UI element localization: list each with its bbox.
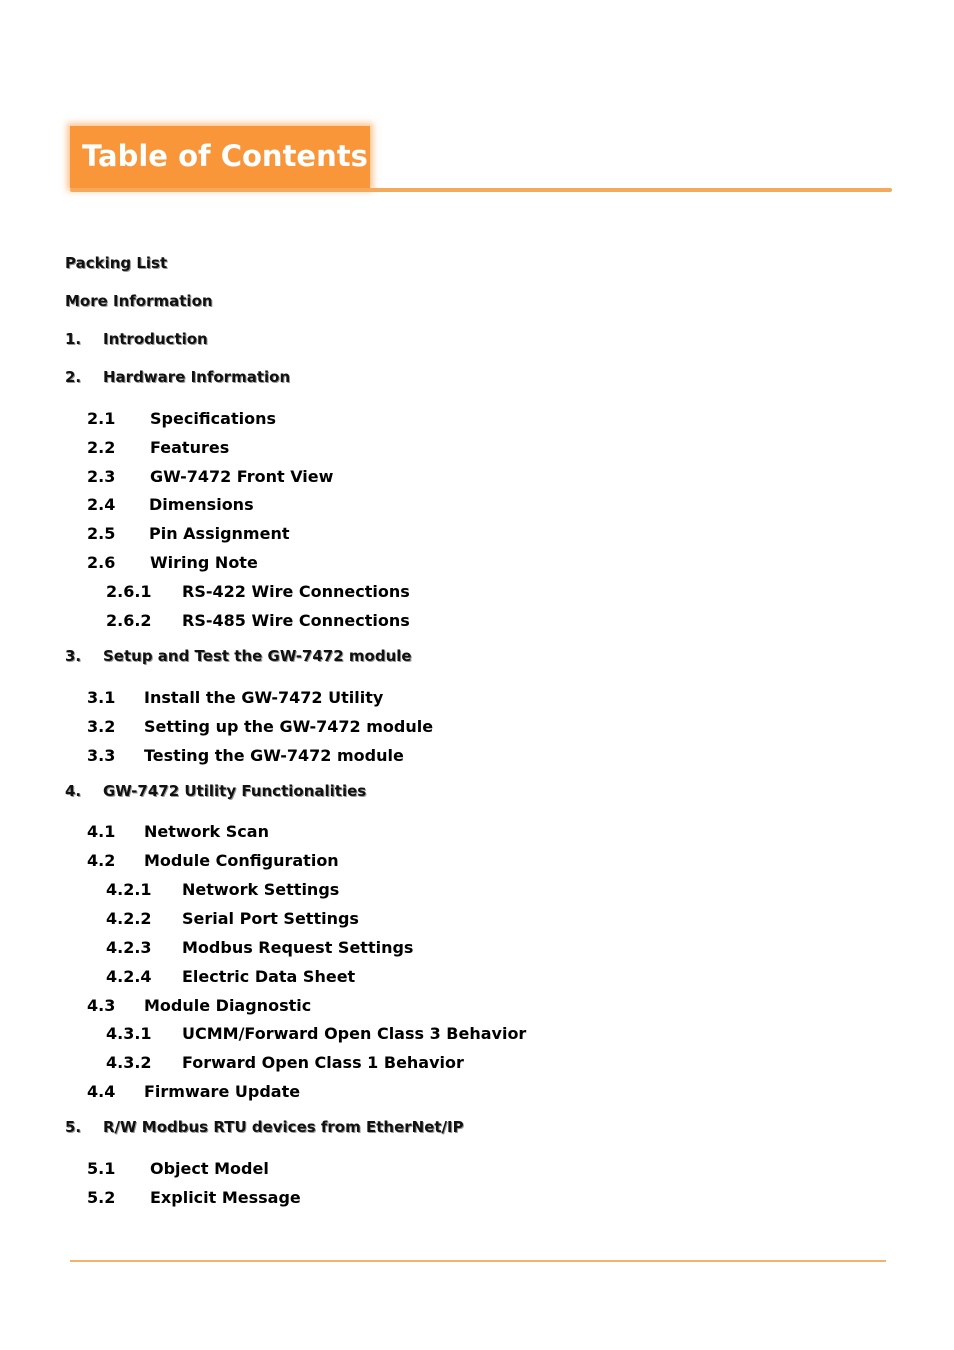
toc-entry-number: 2.2 bbox=[87, 438, 116, 457]
toc-entry-number: 4.2.2 bbox=[106, 909, 152, 928]
toc-entry-wiring-note[interactable] bbox=[87, 555, 258, 571]
toc-entry-object-model[interactable] bbox=[87, 1161, 269, 1177]
toc-entry-front-view[interactable] bbox=[87, 469, 333, 485]
toc-entry-text: Wiring Note bbox=[150, 553, 258, 572]
toc-entry-explicit-message[interactable] bbox=[87, 1190, 301, 1206]
toc-entry-number: 4.2.4 bbox=[106, 967, 152, 986]
toc-entry-number: 5.1 bbox=[87, 1159, 116, 1178]
toc-entry-text: Serial Port Settings bbox=[182, 909, 359, 928]
toc-entry-text: Install the GW-7472 Utility bbox=[144, 688, 384, 707]
toc-entry-number: 2. bbox=[65, 368, 82, 386]
toc-entry-number: 4.2.1 bbox=[106, 880, 152, 899]
toc-entry-text: Network Settings bbox=[182, 880, 340, 899]
toc-entry-rw-modbus-rtu[interactable] bbox=[65, 1120, 464, 1135]
toc-entry-number: 1. bbox=[65, 330, 82, 348]
toc-entry-dimensions[interactable] bbox=[87, 497, 254, 513]
toc-entry-module-diagnostic[interactable] bbox=[87, 998, 311, 1014]
toc-entry-number: 5.2 bbox=[87, 1188, 116, 1207]
toc-entry-features[interactable] bbox=[87, 440, 229, 456]
toc-entry-text: Module Diagnostic bbox=[144, 996, 312, 1015]
toc-entry-pin-assignment[interactable] bbox=[87, 526, 290, 542]
toc-entry-number: 4. bbox=[65, 782, 82, 800]
toc-entry-number: 2.6 bbox=[87, 553, 116, 572]
toc-entry-modbus-request-settings[interactable] bbox=[106, 940, 413, 956]
toc-entry-introduction[interactable] bbox=[65, 332, 208, 347]
toc-header-banner bbox=[70, 126, 370, 188]
toc-entry-text: GW-7472 Front View bbox=[150, 467, 334, 486]
toc-entry-number: 4.1 bbox=[87, 822, 116, 841]
toc-entry-number: 5. bbox=[65, 1118, 82, 1136]
toc-entry-number: 2.6.2 bbox=[106, 611, 152, 630]
toc-entry-number: 3.3 bbox=[87, 746, 116, 765]
toc-entry-text: Firmware Update bbox=[144, 1082, 301, 1101]
toc-entry-text: Setup and Test the GW-7472 module bbox=[103, 647, 412, 665]
toc-entry-ucmm-class3[interactable] bbox=[106, 1026, 526, 1042]
toc-entry-setting-up-module[interactable] bbox=[87, 719, 433, 735]
toc-entry-text: Features bbox=[150, 438, 230, 457]
toc-entry-number: 4.3 bbox=[87, 996, 116, 1015]
toc-entry-text: Testing the GW-7472 module bbox=[144, 746, 404, 765]
toc-entry-testing-module[interactable] bbox=[87, 748, 404, 764]
toc-entry-number: 2.6.1 bbox=[106, 582, 152, 601]
toc-entry-text: RS-485 Wire Connections bbox=[182, 611, 410, 630]
toc-entry-text: GW-7472 Utility Functionalities bbox=[103, 782, 367, 800]
toc-entry-text: Hardware Information bbox=[103, 368, 291, 386]
toc-entry-number: 2.4 bbox=[87, 495, 116, 514]
toc-entry-more-information[interactable] bbox=[65, 294, 213, 309]
toc-entry-network-scan[interactable] bbox=[87, 824, 269, 840]
toc-entry-text: Introduction bbox=[103, 330, 208, 348]
toc-entry-number: 3.1 bbox=[87, 688, 116, 707]
toc-entry-utility-functionalities[interactable] bbox=[65, 784, 366, 799]
toc-entry-setup-and-test[interactable] bbox=[65, 649, 412, 664]
toc-entry-text: Object Model bbox=[150, 1159, 269, 1178]
toc-entry-text: Explicit Message bbox=[150, 1188, 301, 1207]
toc-entry-text: Packing List bbox=[65, 254, 168, 272]
toc-entry-text: R/W Modbus RTU devices from EtherNet/IP bbox=[103, 1118, 464, 1136]
toc-entry-rs485[interactable] bbox=[106, 613, 410, 629]
toc-entry-number: 4.4 bbox=[87, 1082, 116, 1101]
toc-entry-number: 4.2.3 bbox=[106, 938, 152, 957]
toc-entry-text: Forward Open Class 1 Behavior bbox=[182, 1053, 464, 1072]
toc-entry-network-settings[interactable] bbox=[106, 882, 339, 898]
toc-entry-text: Pin Assignment bbox=[149, 524, 290, 543]
toc-entry-firmware-update[interactable] bbox=[87, 1084, 300, 1100]
toc-entry-specifications[interactable] bbox=[87, 411, 276, 427]
toc-entry-text: Network Scan bbox=[144, 822, 269, 841]
header-rule bbox=[70, 188, 892, 192]
toc-entry-number: 3. bbox=[65, 647, 82, 665]
toc-entry-text: Setting up the GW-7472 module bbox=[144, 717, 434, 736]
toc-entry-text: Module Configuration bbox=[144, 851, 339, 870]
footer-rule bbox=[70, 1260, 886, 1262]
toc-entry-number: 4.3.2 bbox=[106, 1053, 152, 1072]
toc-entry-packing-list[interactable] bbox=[65, 256, 167, 271]
toc-entry-number: 2.1 bbox=[87, 409, 116, 428]
toc-entry-text: Specifications bbox=[150, 409, 276, 428]
toc-entry-text: Electric Data Sheet bbox=[182, 967, 356, 986]
toc-entry-text: RS-422 Wire Connections bbox=[182, 582, 410, 601]
toc-entry-install-utility[interactable] bbox=[87, 690, 383, 706]
toc-entry-rs422[interactable] bbox=[106, 584, 410, 600]
toc-entry-forward-open-class1[interactable] bbox=[106, 1055, 464, 1071]
toc-entry-number: 2.3 bbox=[87, 467, 116, 486]
toc-entry-text: Modbus Request Settings bbox=[182, 938, 414, 957]
toc-entry-number: 4.2 bbox=[87, 851, 116, 870]
toc-entry-module-configuration[interactable] bbox=[87, 853, 339, 869]
toc-entry-text: More Information bbox=[65, 292, 213, 310]
toc-entry-serial-port-settings[interactable] bbox=[106, 911, 359, 927]
toc-entry-number: 3.2 bbox=[87, 717, 116, 736]
toc-entry-electric-data-sheet[interactable] bbox=[106, 969, 355, 985]
toc-entry-number: 2.5 bbox=[87, 524, 116, 543]
page-title: Table of Contents bbox=[82, 139, 368, 173]
toc-entry-text: UCMM/Forward Open Class 3 Behavior bbox=[182, 1024, 527, 1043]
toc-entry-text: Dimensions bbox=[149, 495, 254, 514]
toc-entry-number: 4.3.1 bbox=[106, 1024, 152, 1043]
toc-entry-hardware-information[interactable] bbox=[65, 370, 290, 385]
